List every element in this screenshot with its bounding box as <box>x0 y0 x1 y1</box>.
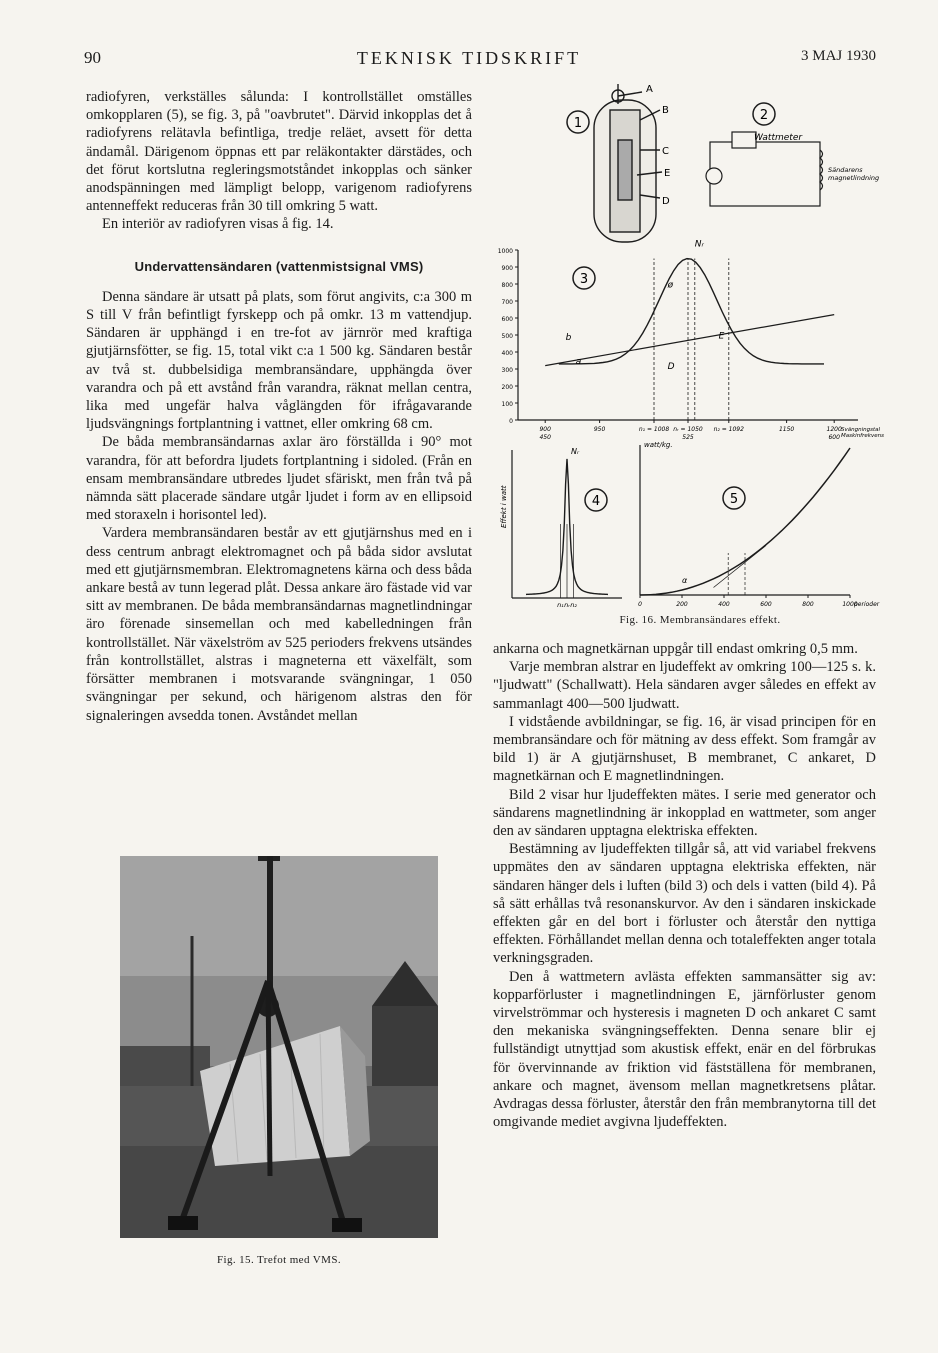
y-tick-label: 0 <box>509 418 513 425</box>
right-column <box>493 640 876 1131</box>
x-tick-label: nᵣ = 1050 <box>673 426 703 433</box>
paragraph: Bild 2 visar hur ljudeffekten mätes. I serie med generator och sändarens magnetlindning är inkopplad en wattmeter, som anger den av sändaren upptagna elektriska effekten. <box>493 786 876 840</box>
part-label: C <box>662 146 669 157</box>
y-axis-label: Effekt i watt <box>500 485 508 528</box>
bild-number: 3 <box>579 272 589 287</box>
y-tick-label: 100 <box>501 401 513 408</box>
x-tick-label-2: 600 <box>828 434 840 441</box>
angle-label: α <box>682 576 688 585</box>
fig15-caption: Fig. 15. Trefot med VMS. <box>216 1254 341 1266</box>
magnet-label: Sändarens <box>828 166 863 174</box>
x-tick-label-2: 525 <box>682 434 694 441</box>
x-tick-label: 400 <box>718 601 730 608</box>
wattmeter-label: Wattmeter <box>754 133 803 143</box>
left-column <box>86 88 472 725</box>
bild-number: 1 <box>573 116 583 131</box>
x-tick-label: n₁ <box>557 601 564 609</box>
y-tick-label: 400 <box>501 350 513 357</box>
tangent-line <box>714 546 767 588</box>
x-axis-label: Svängningstal <box>841 427 881 433</box>
x-tick-label: 200 <box>676 601 688 608</box>
x-tick-label: 950 <box>593 426 606 433</box>
bild5-chart <box>638 441 880 608</box>
paragraph: En interiör av radiofyren visas å fig. 14. <box>102 216 334 233</box>
part-label: B <box>662 105 669 116</box>
x-tick-label: n₁ = 1008 <box>638 426 670 433</box>
fig16-svg <box>492 80 888 620</box>
paragraph: ankarna och magnetkärnan uppgår till endast omkring 0,5 mm. <box>493 641 858 657</box>
curve-label: E <box>718 331 725 342</box>
y-tick-label: 600 <box>501 316 513 323</box>
fig16-diagram <box>492 80 888 620</box>
paragraph: Den å wattmetern avlästa effekten sammansätter sig av: kopparförluster i magnetlindningen E, järnförluster genom virvelströmmar och hysteresis i magneten D och ankaret C samt den mekaniska svängningseffekten. Denna senare blir ej fullständigt utnyttjad som akustisk effekt, enär en del förbrukas för övervinnande av friktion vid fästställena för membranen, ankare och magnet, ävensom mellan magnetkretsens plåtar. Avdragas dessa förluster, återstår den från membranytorna till det omgivande mediet avgivna ljudeffekten. <box>493 968 876 1131</box>
x-tick-label: n₂ <box>570 601 577 609</box>
y-axis-label: watt/kg. <box>644 441 673 449</box>
curve-label: D <box>667 362 675 372</box>
y-tick-label: 1000 <box>497 248 513 255</box>
y-tick-label: 800 <box>501 282 513 289</box>
part-label: D <box>662 196 670 207</box>
x-tick-label: n₂ = 1092 <box>713 426 744 433</box>
x-axis-label: Maskinfrekvens <box>841 433 884 439</box>
bild4-chart <box>500 447 622 609</box>
bild3-chart <box>498 240 884 441</box>
y-tick-label: 900 <box>501 265 513 272</box>
y-tick-label: 700 <box>501 299 513 306</box>
page-header <box>0 48 938 74</box>
x-tick-label: 1000 <box>842 601 858 608</box>
issue-date: 3 MAJ 1930 <box>800 48 876 64</box>
resonance-curve-b <box>559 259 824 364</box>
bild-number: 2 <box>759 108 769 123</box>
paragraph: I vidstående avbildningar, se fig. 16, är visad principen för en membransändare och för mätning av dess effekt. Som framgår av bild 1) är A gjutjärnshuset, B membranet, C ankaret, D magnetkärnan och E magnetlindningen. <box>493 713 876 785</box>
curve-label: Nᵣ <box>694 239 704 250</box>
baseline-a <box>545 315 834 366</box>
journal-title: TEKNISK TIDSKRIFT <box>356 48 582 68</box>
x-tick-label: 0 <box>638 601 642 608</box>
part-label: A <box>646 84 653 95</box>
x-tick-label: nᵣ <box>564 601 570 609</box>
part-label: E <box>664 168 671 179</box>
paragraph: Varje membran alstrar en ljudeffekt av omkring 100—125 s. k. "ljudwatt" (Schallwatt). Hela sändaren avger således en effekt av sammanlagt 400—500 ljudwatt. <box>493 659 876 712</box>
y-tick-label: 200 <box>501 384 513 391</box>
y-tick-label: 300 <box>501 367 513 374</box>
fig15-photo <box>120 856 438 1238</box>
peak-label: Nᵣ <box>571 447 580 456</box>
x-tick-label: 800 <box>802 601 814 608</box>
paragraph: De båda membransändarnas axlar äro förställda i 90° mot varandra, för att befordra ljudets fortplantning i sidoled. (Från en ensam membransändare utbredes ljudet sfäriskt, men från två på nämnda sätt placerade sändare utgår ljudet i form av en ellipsoid med storaxeln i horisontel led). <box>86 434 472 524</box>
paragraph: Bestämning av ljudeffekten tillgår så, att vid variabel frekvens uppmätes den av sändaren upptagna elektriska effekten, när sändaren hänger dels i luften (bild 3) och dels i vatten (bild 4). På så sätt erhållas två resonanskurvor. Av den i sändaren inskickade effekten går en del bort i förluster och återstår den nyttiga effekten. Förhållandet mellan denna och totaleffekten anger totala verkningsgraden. <box>493 841 876 967</box>
fig16-caption: Fig. 16. Membransändares effekt. <box>619 614 781 626</box>
x-tick-label: 1150 <box>778 426 795 433</box>
paragraph: Denna sändare är utsatt på plats, som förut angivits, c:a 300 m S till V från befintligt fyrskepp och på omkr. 13 m vattendjup. Sändaren är upphängd i en tre-fot av järnrör med kraftiga gjutjärnsfötter, se fig. 15, total vikt c:a 1 500 kg. Sändaren består av två st. dubbelsidiga membransändare, upphängda över varandra och på ett avstånd från varandra, räknat mellan centra, lika med ungefär halva våglängden för ifrågavarande ljudsvängnings fortplantning i vattnet, eller omkring 68 cm. <box>86 288 472 433</box>
curve-label: ø <box>667 280 674 291</box>
magnet-label: magnetlindning <box>828 174 880 182</box>
bild-number: 4 <box>591 494 601 509</box>
x-axis-label: perioder <box>854 601 880 608</box>
bild-number: 5 <box>729 492 739 507</box>
x-tick-label: 900 <box>539 426 551 433</box>
tripod-photo-illustration <box>120 856 438 1238</box>
curve-label: b <box>565 333 572 344</box>
x-tick-label-2: 450 <box>539 434 551 441</box>
x-tick-label: 1200 <box>826 426 842 433</box>
page-number: 90 <box>84 48 101 67</box>
paragraph: Vardera membransändaren består av ett gjutjärnshus med en i dess centrum anbragt elektromagnet och på båda sidor avslutat med ett gjutjärnsmembran. Elektromagnetens kärna och dess båda ankare bestå av tunn legerad plåt. Dessa ankare äro fästade vid var sitt av membranen. De båda membransändarnas magnetlindningar äro förenade sinsemellan och med kabelledningen från kontrollstället. När växelström av 525 perioders frekvens utsändes från kontrollstället, alstras i magneterna ett växelfält, som försätter membranen i motsvarande svängningar, 1 050 svängningar per sekund, och härigenom alstras den för signaleringen avsedda tonen. Avståndet mellan <box>86 525 472 724</box>
paragraph: radiofyren, verkställes sålunda: I kontrollstället omställes omkopplaren (5), se fig. 3, på "oavbrutet". Därvid inkopplas det å radiofyrens relätavla befintliga, tredje reläet, avsett för detta ändamål. Därigenom öppnas ett par reläkontakter därstädes, och det förut kortslutna regleringsmotståndet inkopplas och sänker anodspänningen med lämpligt belopp, varigenom radiofyrens antenneffekt reduceras från 30 till omkring 5 watt. <box>86 89 472 215</box>
section-heading: Undervattensändaren (vattenmistsignal VMS) <box>134 258 424 274</box>
curve-label: a <box>575 356 582 367</box>
x-tick-label: 600 <box>760 601 772 608</box>
y-tick-label: 500 <box>501 333 513 340</box>
